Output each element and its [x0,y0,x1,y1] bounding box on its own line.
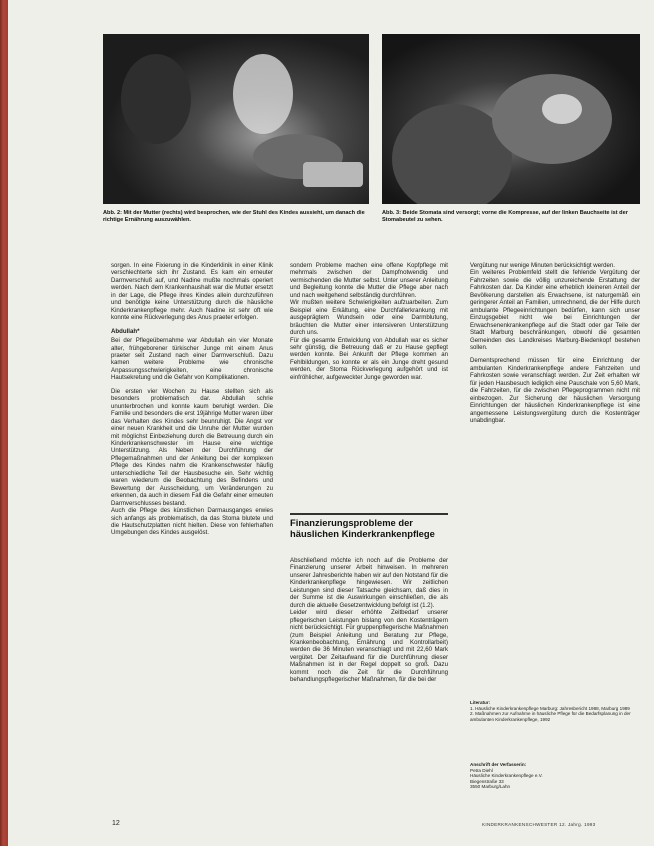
book-spine-edge [0,0,8,846]
references-title: Literatur: [470,700,491,705]
section-rule [290,513,448,515]
photo-stoma-care [382,34,640,204]
text-column-2 [290,262,448,381]
paragraph: Leider wird dieser erhöhte Zeitbedarf unserer pflegerischen Leistungen bislang von den Kostenträgern nicht berücksichtigt. Für gruppenpflegerische Maßnahmen (zum Beispiel Anleitung und Beratung zur Pflege, Krankenbeobachtung, Ernährung und Kontrollarbeit) werden die 36 Minuten veranschlagt und mit 22,60 Mark vergütet. Der Zeitaufwand für die Durchführung dieser Maßnahmen ist in der Regel doppelt so groß. Dazu kommt noch die Zeit für die Durchführung behandlungspflegerischer Maßnahmen, für die bei der [290,609,448,684]
running-footer: KINDERKRANKENSCHWESTER 12. Jahrg. 1993 [482,822,596,827]
author-line: Häusliche Kinderkrankenpflege e.V. [470,773,543,779]
paragraph: Auch die Pflege des künstlichen Darmausganges erwies sich anfangs als problematisch, da das Stoma blutete und die Hautschutzplatten nicht hielten. Diese von fehlerhaften Umgebungen des Kindes ausgelöst. [111,507,273,537]
section-heading-abdullah: Abdullah* [111,327,140,335]
paragraph: Abschließend möchte ich noch auf die Probleme der Finanzierung unserer Arbeit hinweisen. In mehreren unserer Jahresberichte haben wir auf den Notstand für die Kinderkrankenpflege hingewiesen. Wir zeitlichen Leistungen sind dieser Tatsache gleichsam, daß dies in der Summe ist die Auswirkungen einschließen, die als durch die aktuelle Gesetzentwicklung befolgt ist (1.2). [290,557,448,609]
text-column-1 [111,262,273,537]
paragraph: sondern Probleme machen eine offene Kopfpflege mit mehrmals zwischen der Dampfnotwendig und vermischenden die Mutter selbst. Unter unserer Anleitung und Begleitung konnte die Mutter die Pflege aber nach und nach weitgehend selbständig durchführen. [290,262,448,299]
photo-mother-child-care [103,34,369,204]
paragraph: Vergütung nur wenige Minuten berücksichtigt werden. [470,262,615,269]
author-line: Petra Diehl [470,767,493,773]
text-column-3 [470,262,640,425]
paragraph: sorgen. In eine Fixierung in die Kinderklinik in einer Klinik verschlechterte sich ihr Zustand. Es kam ein erneuter Darmverschluß auf, und Nadine mußte nochmals operiert werden. Nach dem Krankenhaushalt war die Mutter ersetzt in der Lage, die Pflege ihres Kindes allein durchzuführen und benötigte keine Unterstützung durch die häusliche Kinderkrankenpflege mehr. Auch Nadine ist sehr oft wie konnte eine Rückverlegung des Anus praeter erfolgen. [111,262,273,322]
page-number: 12 [112,820,120,827]
author-line: Biegenstraße 33 [470,778,504,784]
paragraph: Für die gesamte Entwicklung von Abdullah war es sicher sehr günstig, die Betreuung daß er zu Hause gepflegt werden konnte. Bei Ankunft der Pflege kommen an Fehlbildungen, so konnte er als ein Junge dreht gesund werden, der Stoma Rückverlegung aufgehört und ist einfröhlicher, aufgeweckter Junge geworden war. [290,336,448,381]
references [470,700,640,722]
paragraph: Wir mußten weitere Schwierigkeiten aufzuarbeiten. Zum Beispiel eine Erkältung, eine Durchfallerkrankung mit ausgeprägtem Wundsein oder eine Darmblutung, bräuchten die Mutter einer intensiveren Unterstützung durch uns. [290,299,448,337]
paragraph: Die ersten vier Wochen zu Hause stellten sich als besonders problematisch dar. Abdullah schrie ununterbrochen und konnte kaum beruhigt werden. Die Familie und besonders die erst 19jährige Mutter waren über das Verhalten des Kindes sehr beunruhigt. Die Angst vor einer neuen Krankheit und die Unruhe der Mutter wurden mit möglichst Einbeziehung durch die Betreuung durch ein Kinderkrankenschwester im Hause eine wichtige Unterstützung. Als Neben der Durchführung der Pflegemaßnahmen und der Anleitung bei der komplexen Pflege des Kindes nahm die Krankenschwester häufig unterschiedliche Teil der Hausbesuche ein. Sehr wichtig waren wiederum die Beobachtung des Befindens und Bewertung der Ausscheidung, um Veränderungen zu erkennen, da auch in diesem Fall die Gefahr einer erneuten Darmverschlusses bestand. [111,387,273,507]
section-heading-finanzierung: Finanzierungsprobleme der häuslichen Kinderkrankenpflege [290,517,435,539]
paragraph: Dementsprechend müssen für eine Einrichtung der ambulanten Kinderkrankenpflege andere Fahrzeiten und Fahrkosten sowie veranschlagt werden. Zur Zeit erhalten wir für jeden Hausbesuch lediglich eine Pauschale von 5,60 Mark, die Fahrzeiten, für die zwischen Pflegeprogrammen nicht mit einbezogen. Zur Sicherung der häuslichen Versorgung Einrichtungen der häuslichen Kinderkrankenpflege ist eine angemessene Leistungsvergütung durch die Kostenträger unabdingbar. [470,357,640,425]
figure-caption-2: Abb. 2: Mit der Mutter (rechts) wird besprochen, wie der Stuhl des Kindes aussieht, um danach die richtige Ernährung auszuwählen. [103,210,365,223]
figure-caption-3: Abb. 3: Beide Stomata sind versorgt; vorne die Kompresse, auf der linken Bauchseite ist der Stomabeutel zu sehen. [382,210,628,223]
author-address-title: Anschrift der Verfasserin: [470,762,527,767]
reference-item: 2. Maßnahmen zur Aufnahme in häusliche Pflege für die Bedarfsplanung in der ambulanten Kinderkrankenpflege, 1992 [470,711,631,722]
author-address [470,762,640,790]
paragraph: Ein weiteres Problemfeld stellt die fehlende Vergütung der Fahrzeiten sowie die völlig unzureichende Erstattung der Fahrkosten dar. Da Kinder eine erheblich kleineren Anteil der Bevölkerung darstellen als Erwachsene, ist naturgemäß ein geringerer Anteil an Familien, umrechnend, die der Hilfe durch ambulante Pflegeeinrichtungen bedürfen, kann sich unser Einzugsgebiet nicht wie bei Einrichtungen der Erwachsenenkrankenpflege auf die Stadt oder gar Teile der Stadt Marburg beschränkungen, obwohl die gesamten Gemeinden des Landkreises Marburg-Biedenkopf bestehen sollen. [470,269,640,351]
author-line: 3550 Marburg/Lahn [470,784,511,790]
text-column-2-section [290,557,448,684]
reference-item: 1. Häusliche Kinderkrankenpflege Marburg: Jahresbericht 1988, Marburg 1989 [470,705,630,711]
paragraph: Bei der Pflegeübernahme war Abdullah ein vier Monate alter, frühgeborener türkischer Junge mit einem Anus praeter seit Zustand nach einer Darmverschluß. Dazu kamen weitere Probleme wie chronische Anpassungsschwierigkeiten, eine chronische Hautsekretung und die Gefahr von Komplikationen. [111,337,273,382]
